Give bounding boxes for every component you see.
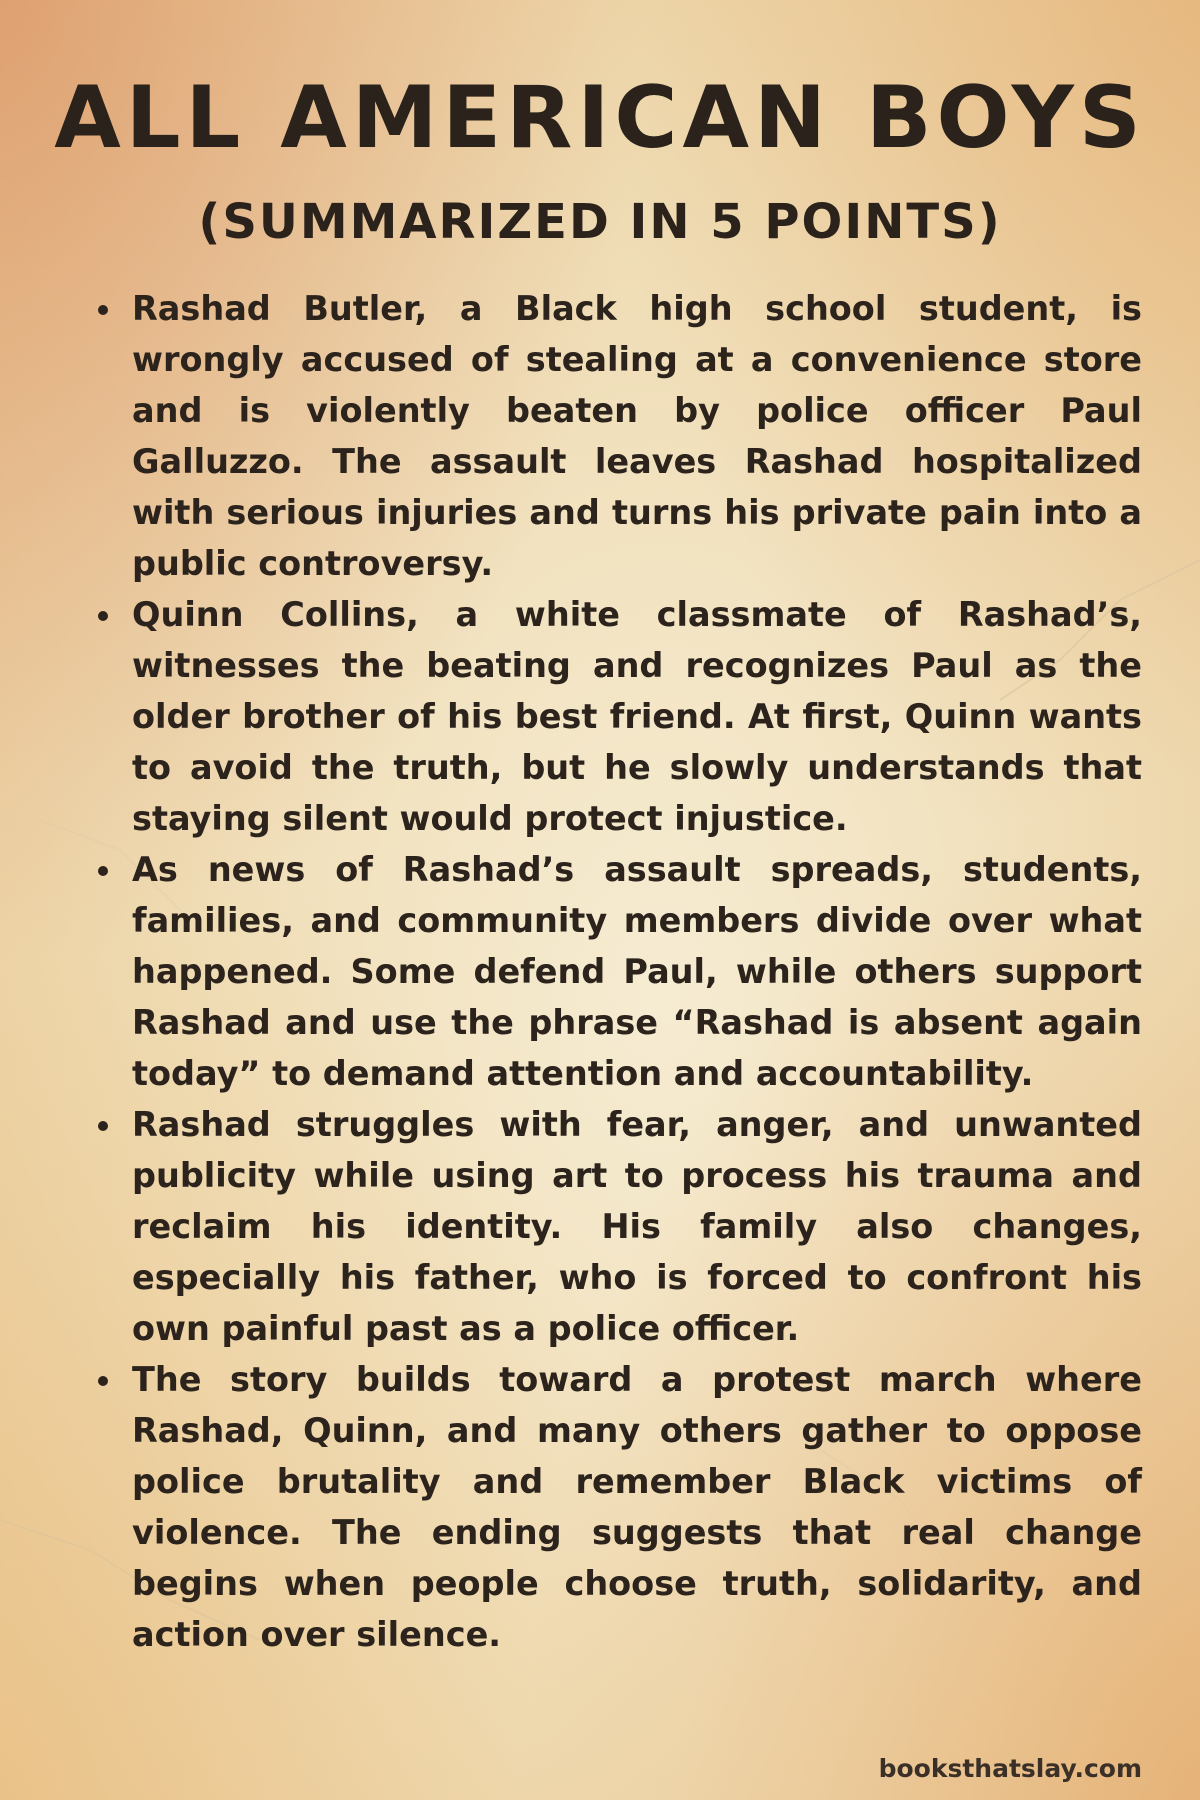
summary-point-text: As news of Rashad’s assault spreads, students, families, and community members divide over what happened. Some defend Paul, while others support Rashad and use the phrase “Rashad is absent again today” to demand attention and accountability. xyxy=(132,850,1142,1093)
summary-point xyxy=(98,1099,1142,1354)
summary-point xyxy=(98,283,1142,589)
website-link[interactable]: booksthatslay.com xyxy=(878,1754,1142,1783)
summary-point-text: Quinn Collins, a white classmate of Rashad’s, witnesses the beating and recognizes Paul as the older brother of his best friend. At first, Quinn wants to avoid the truth, but he slowly understands that staying silent would protect injustice. xyxy=(132,595,1142,838)
bullet-icon xyxy=(98,1121,108,1131)
summary-point-text: Rashad Butler, a Black high school student, is wrongly accused of stealing at a convenience store and is violently beaten by police officer Paul Galluzzo. The assault leaves Rashad hospitalized with serious injuries and turns his private pain into a public controversy. xyxy=(132,289,1142,583)
summary-point xyxy=(98,844,1142,1099)
summary-point-text: Rashad struggles with fear, anger, and unwanted publicity while using art to process his trauma and reclaim his identity. His family also changes, especially his father, who is forced to confront his own painful past as a police officer. xyxy=(132,1105,1142,1348)
summary-points-list xyxy=(98,283,1142,1660)
book-title: ALL AMERICAN BOYS xyxy=(54,68,1146,168)
summary-point xyxy=(98,1354,1142,1660)
summary-point-text: The story builds toward a protest march where Rashad, Quinn, and many others gather to oppose police brutality and remember Black victims of violence. The ending suggests that real change begins when people choose truth, solidarity, and action over silence. xyxy=(132,1360,1142,1654)
bullet-icon xyxy=(98,1376,108,1386)
bullet-icon xyxy=(98,866,108,876)
bullet-icon xyxy=(98,305,108,315)
summary-subtitle: (SUMMARIZED IN 5 POINTS) xyxy=(198,194,1002,250)
summary-point xyxy=(98,589,1142,844)
bullet-icon xyxy=(98,611,108,621)
